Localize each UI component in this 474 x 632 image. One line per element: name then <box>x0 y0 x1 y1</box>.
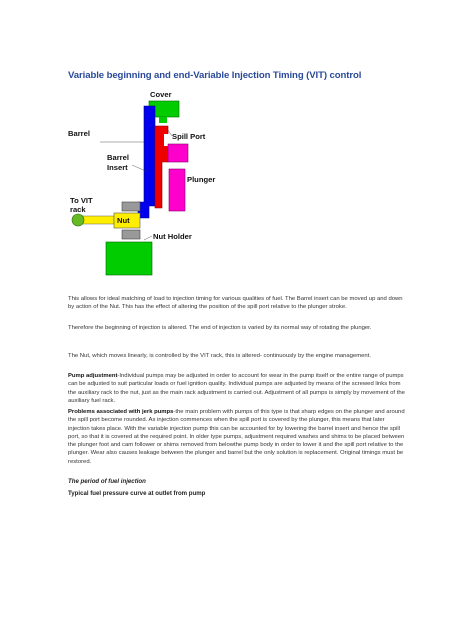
pump-adjustment-text: -Individual pumps may be adjusted in order to account for wear in the pump itself or the entire range of pumps can be adjusted to suit particular loads or fuel ignition quality. Individual pumps are adjusted by means of the screwed links from the auxiliary rack to the nut, just as the main rack adjustment is carried out. Adjustment of all pumps is simply by movement of the auxiliary fuel rack. <box>68 373 405 404</box>
barrel-shape <box>138 106 155 218</box>
barrel-label: Barrel <box>68 129 90 138</box>
paragraph-2: Therefore the beginning of injection is altered. The end of injection is varied by its normal way of rotating the plunger. <box>68 325 372 331</box>
to-vit-rack-label-line2: rack <box>70 205 86 214</box>
paragraph-3: The Nut, which moves linearly, is controlled by the VIT rack, this is altered- continuously by the engine management. <box>68 353 371 359</box>
cover-stem <box>159 117 167 123</box>
nut-label: Nut <box>117 216 130 225</box>
paragraph-pump-adjustment <box>68 372 406 405</box>
vit-pump-diagram <box>60 84 240 284</box>
jerk-pumps-text: -the main problem with pumps of this type is that sharp edges on the plunger and around the spill port become rounded. As injection commences when the spill port is covered by the plunger, this means that later injection takes place. With the variable injection pump this can be accounted for by lowering the barrel insert and hence the spill port, so that it is covered at the required point. In older type pumps, adjustment required washes and shims to be placed between the plunger foot and cam follower or shims removed from belowthe pump body in order to lower it and the spill port relative to the plunger. Wear also causes leakage between the plunger and barrel but the only solution is replacement. Original timings must be restored. <box>68 409 405 465</box>
barrel-insert-label-line1: Barrel <box>107 153 129 162</box>
barrel-insert-label-line2: Insert <box>107 163 128 172</box>
plunger-label: Plunger <box>187 175 216 184</box>
paragraph-1: This allows for ideal matching of load to injection timing for various qualities of fuel. The Barrel insert can be moved up and down by action of the Nut. This has the effect of altering the position of the spill port relative to the plunger stroke. <box>68 296 403 311</box>
nut-holder-lower <box>122 230 140 239</box>
plunger-shape <box>169 169 185 211</box>
pump-adjustment-heading: Pump adjustment <box>68 373 118 379</box>
to-vit-rack-label-line1: To VIT <box>70 196 93 205</box>
plunger-top <box>168 144 188 162</box>
period-caption: The period of fuel injection <box>68 478 146 485</box>
cover-label: Cover <box>150 90 172 99</box>
spill-port-label: Spill Port <box>172 132 206 141</box>
pump-base <box>106 242 152 275</box>
pressure-curve-caption: Typical fuel pressure curve at outlet from pump <box>68 490 206 497</box>
jerk-pumps-heading: Problems associated with jerk pumps <box>68 409 174 415</box>
vit-rack-knob <box>72 214 84 226</box>
nut-holder-upper <box>122 202 140 211</box>
vit-pump-diagram-svg <box>60 84 240 284</box>
page-title: Variable beginning and end-Variable Injection Timing (VIT) control <box>68 70 362 81</box>
nut-holder-label: Nut Holder <box>153 232 192 241</box>
paragraph-jerk-pumps <box>68 408 406 466</box>
